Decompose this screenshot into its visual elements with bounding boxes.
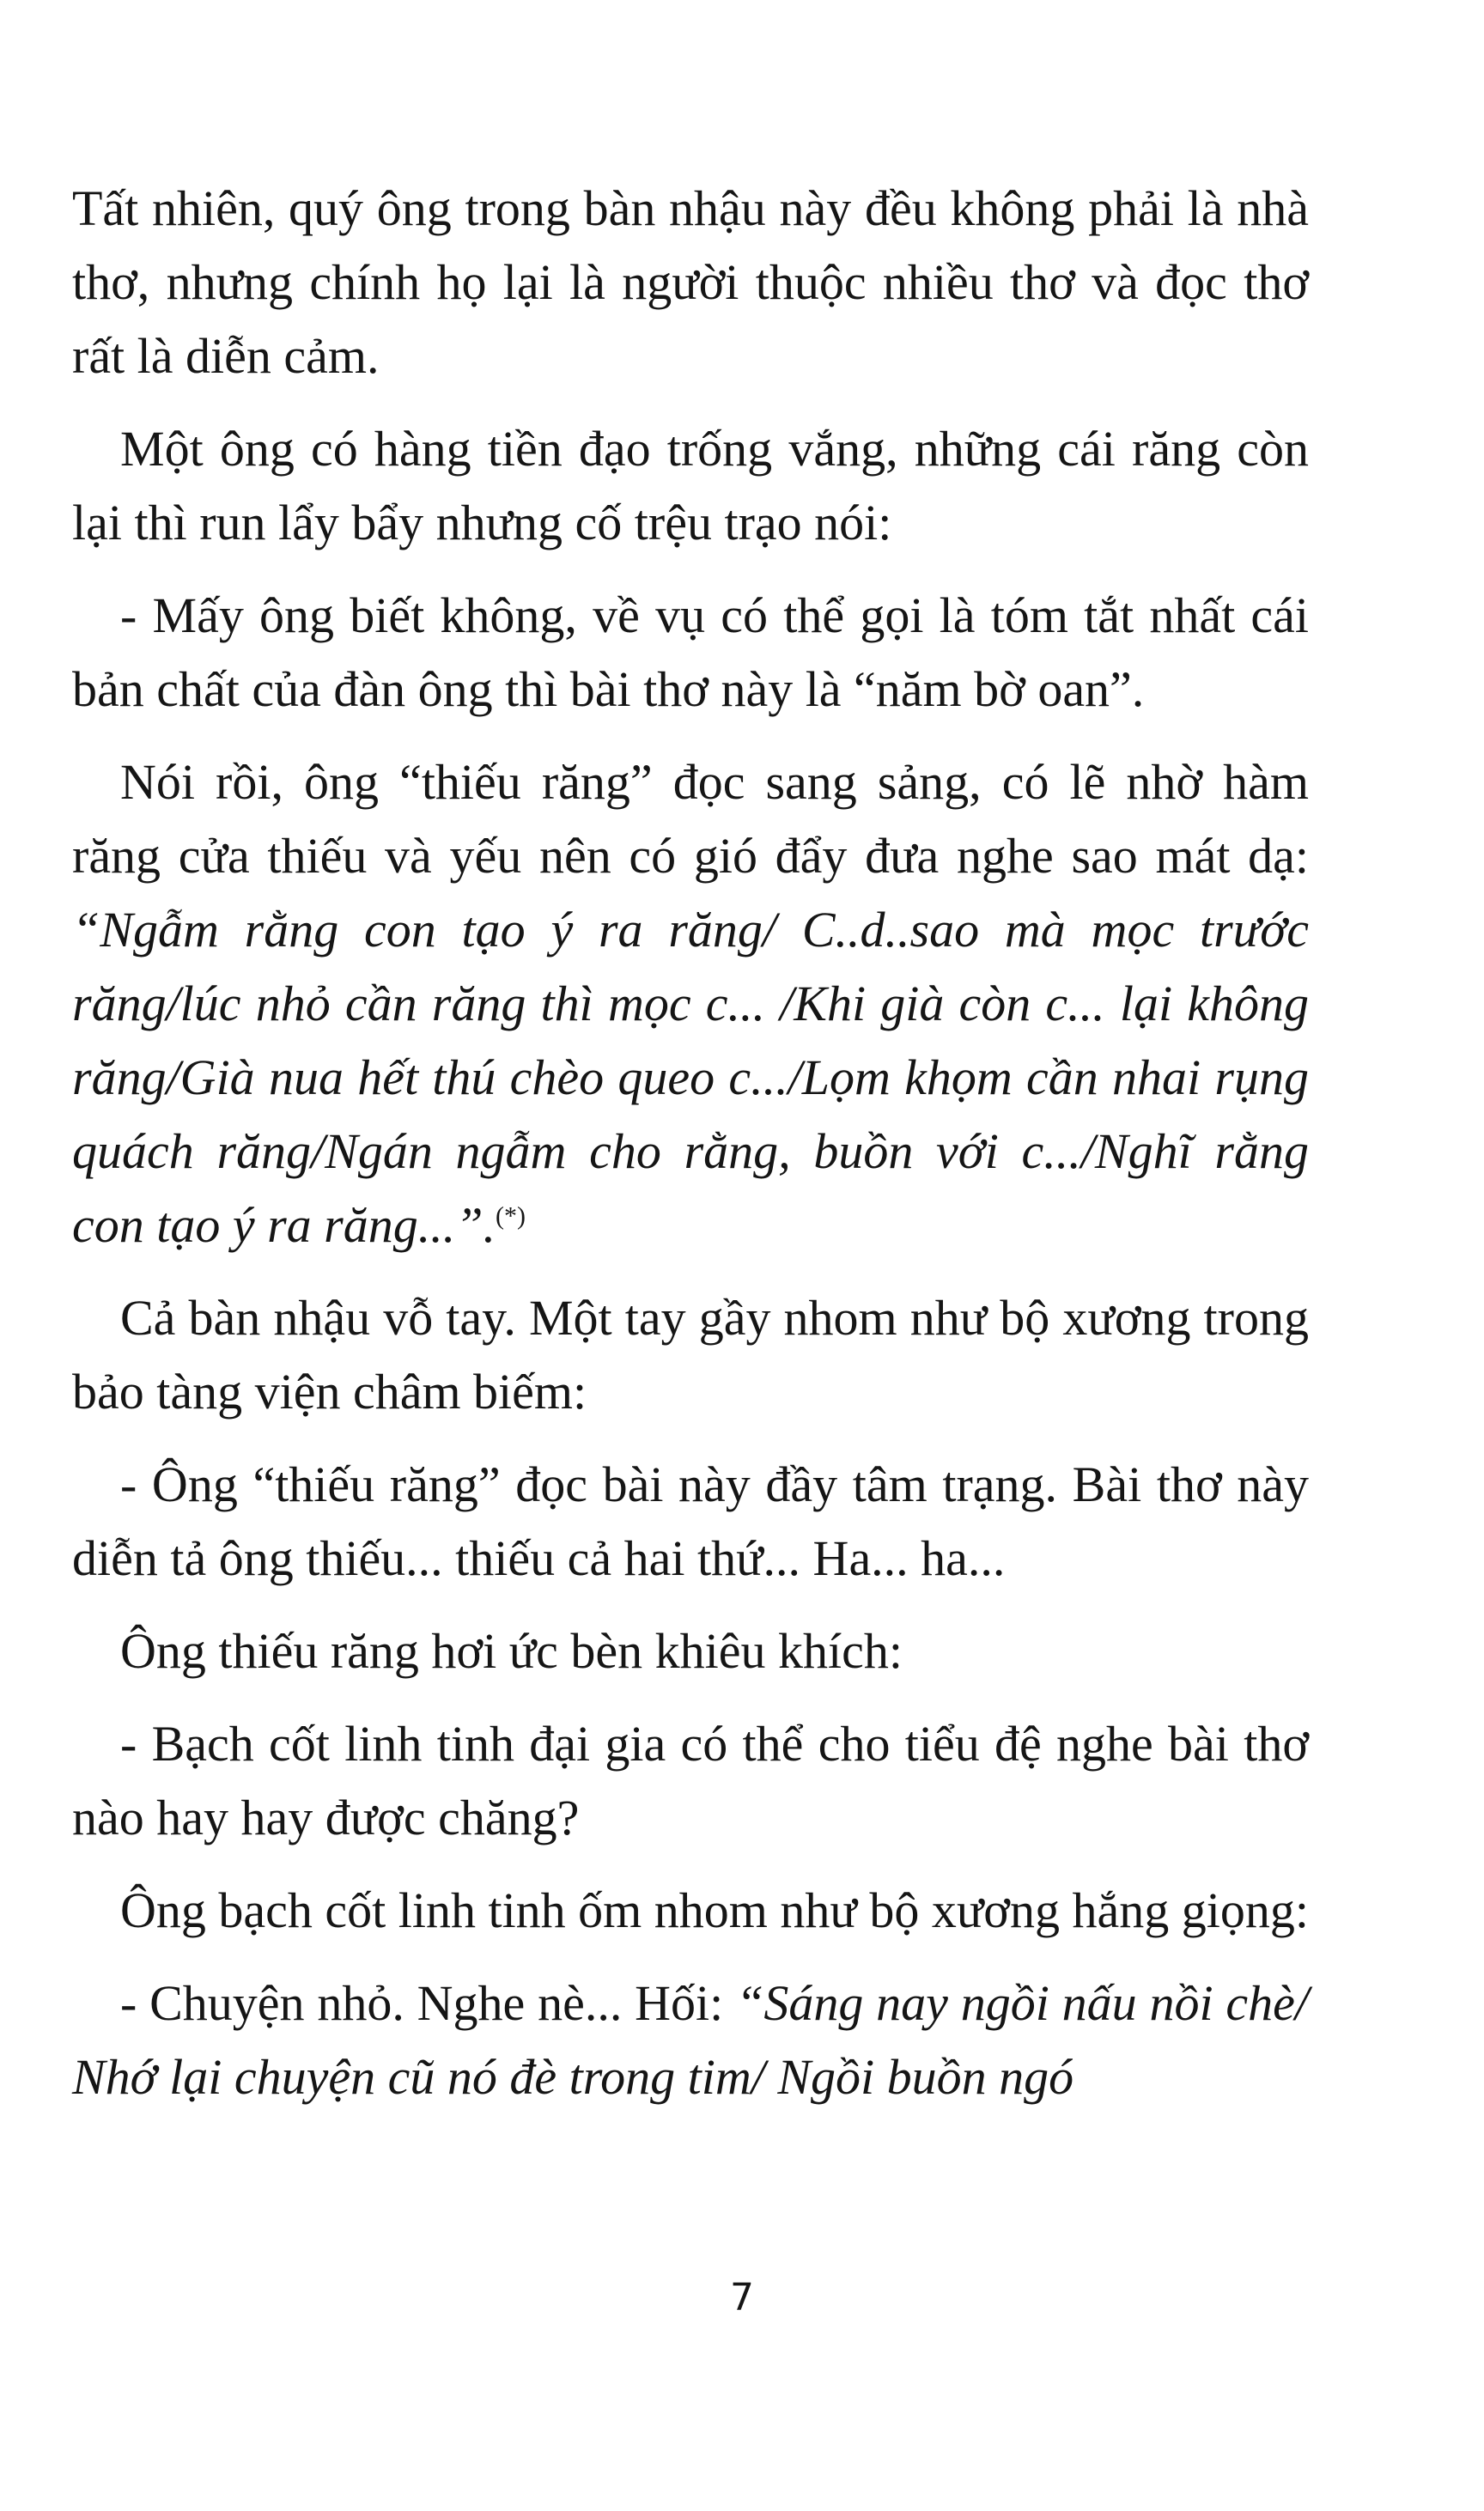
poem-quote: “Ngẫm rằng con tạo ý ra răng/ C..d..sao mà mọc trước răng/lúc nhỏ cần răng thì mọc c... /Khi già còn c... lại không răng/Già nua hết thú chèo queo c.../Lọm khọm cần nhai rụng quách răng/Ngán ngẫm cho rằng, buồn với c.../Nghĩ rằng con tạo ý ra răng...”. xyxy=(72,902,1309,1253)
paragraph xyxy=(72,745,1309,1262)
page-body xyxy=(72,172,1309,2133)
paragraph xyxy=(72,1967,1309,2114)
paragraph xyxy=(72,1707,1309,1855)
paragraph xyxy=(72,579,1309,727)
paragraph-text: Cả bàn nhậu vỗ tay. Một tay gầy nhom như bộ xương trong bảo tàng viện châm biếm: xyxy=(72,1290,1309,1420)
paragraph-text: - Chuyện nhỏ. Nghe nè... Hối: xyxy=(120,1975,737,2031)
paragraph-text: Một ông có hàng tiền đạo trống vắng, những cái răng còn lại thì run lẩy bẩy nhưng cố trệu trạo nói: xyxy=(72,421,1309,550)
paragraph xyxy=(72,412,1309,560)
paragraph-text: Ông bạch cốt linh tinh ốm nhom như bộ xương hắng giọng: xyxy=(120,1882,1309,1938)
paragraph xyxy=(72,1448,1309,1596)
paragraph xyxy=(72,1614,1309,1688)
paragraph-text: - Bạch cốt linh tinh đại gia có thể cho tiểu đệ nghe bài thơ nào hay hay được chăng? xyxy=(72,1716,1309,1845)
paragraph-text: Nói rồi, ông “thiếu răng” đọc sang sảng, có lẽ nhờ hàm răng cửa thiếu và yếu nên có gió đẩy đưa nghe sao mát dạ: xyxy=(72,754,1309,884)
poem-quote: “Sáng nay ngồi nấu nồi chè/ Nhớ lại chuyện cũ nó đè trong tim/ Ngồi buồn ngó xyxy=(72,1975,1309,2105)
paragraph xyxy=(72,1874,1309,1948)
footnote-marker: (*) xyxy=(496,1201,526,1231)
page-number: 7 xyxy=(730,2276,754,2319)
paragraph-text: Ông thiếu răng hơi ức bèn khiêu khích: xyxy=(120,1623,903,1679)
paragraph-text: - Mấy ông biết không, về vụ có thể gọi là tóm tắt nhất cái bản chất của đàn ông thì bài thơ này là “năm bờ oan”. xyxy=(72,587,1309,717)
paragraph xyxy=(72,172,1309,393)
paragraph xyxy=(72,1281,1309,1429)
paragraph-text: Tất nhiên, quý ông trong bàn nhậu này đều không phải là nhà thơ, nhưng chính họ lại là người thuộc nhiều thơ và đọc thơ rất là diễn cảm. xyxy=(72,180,1309,384)
paragraph-text: - Ông “thiếu răng” đọc bài này đầy tâm trạng. Bài thơ này diễn tả ông thiếu... thiếu cả hai thứ... Ha... ha... xyxy=(72,1456,1309,1586)
